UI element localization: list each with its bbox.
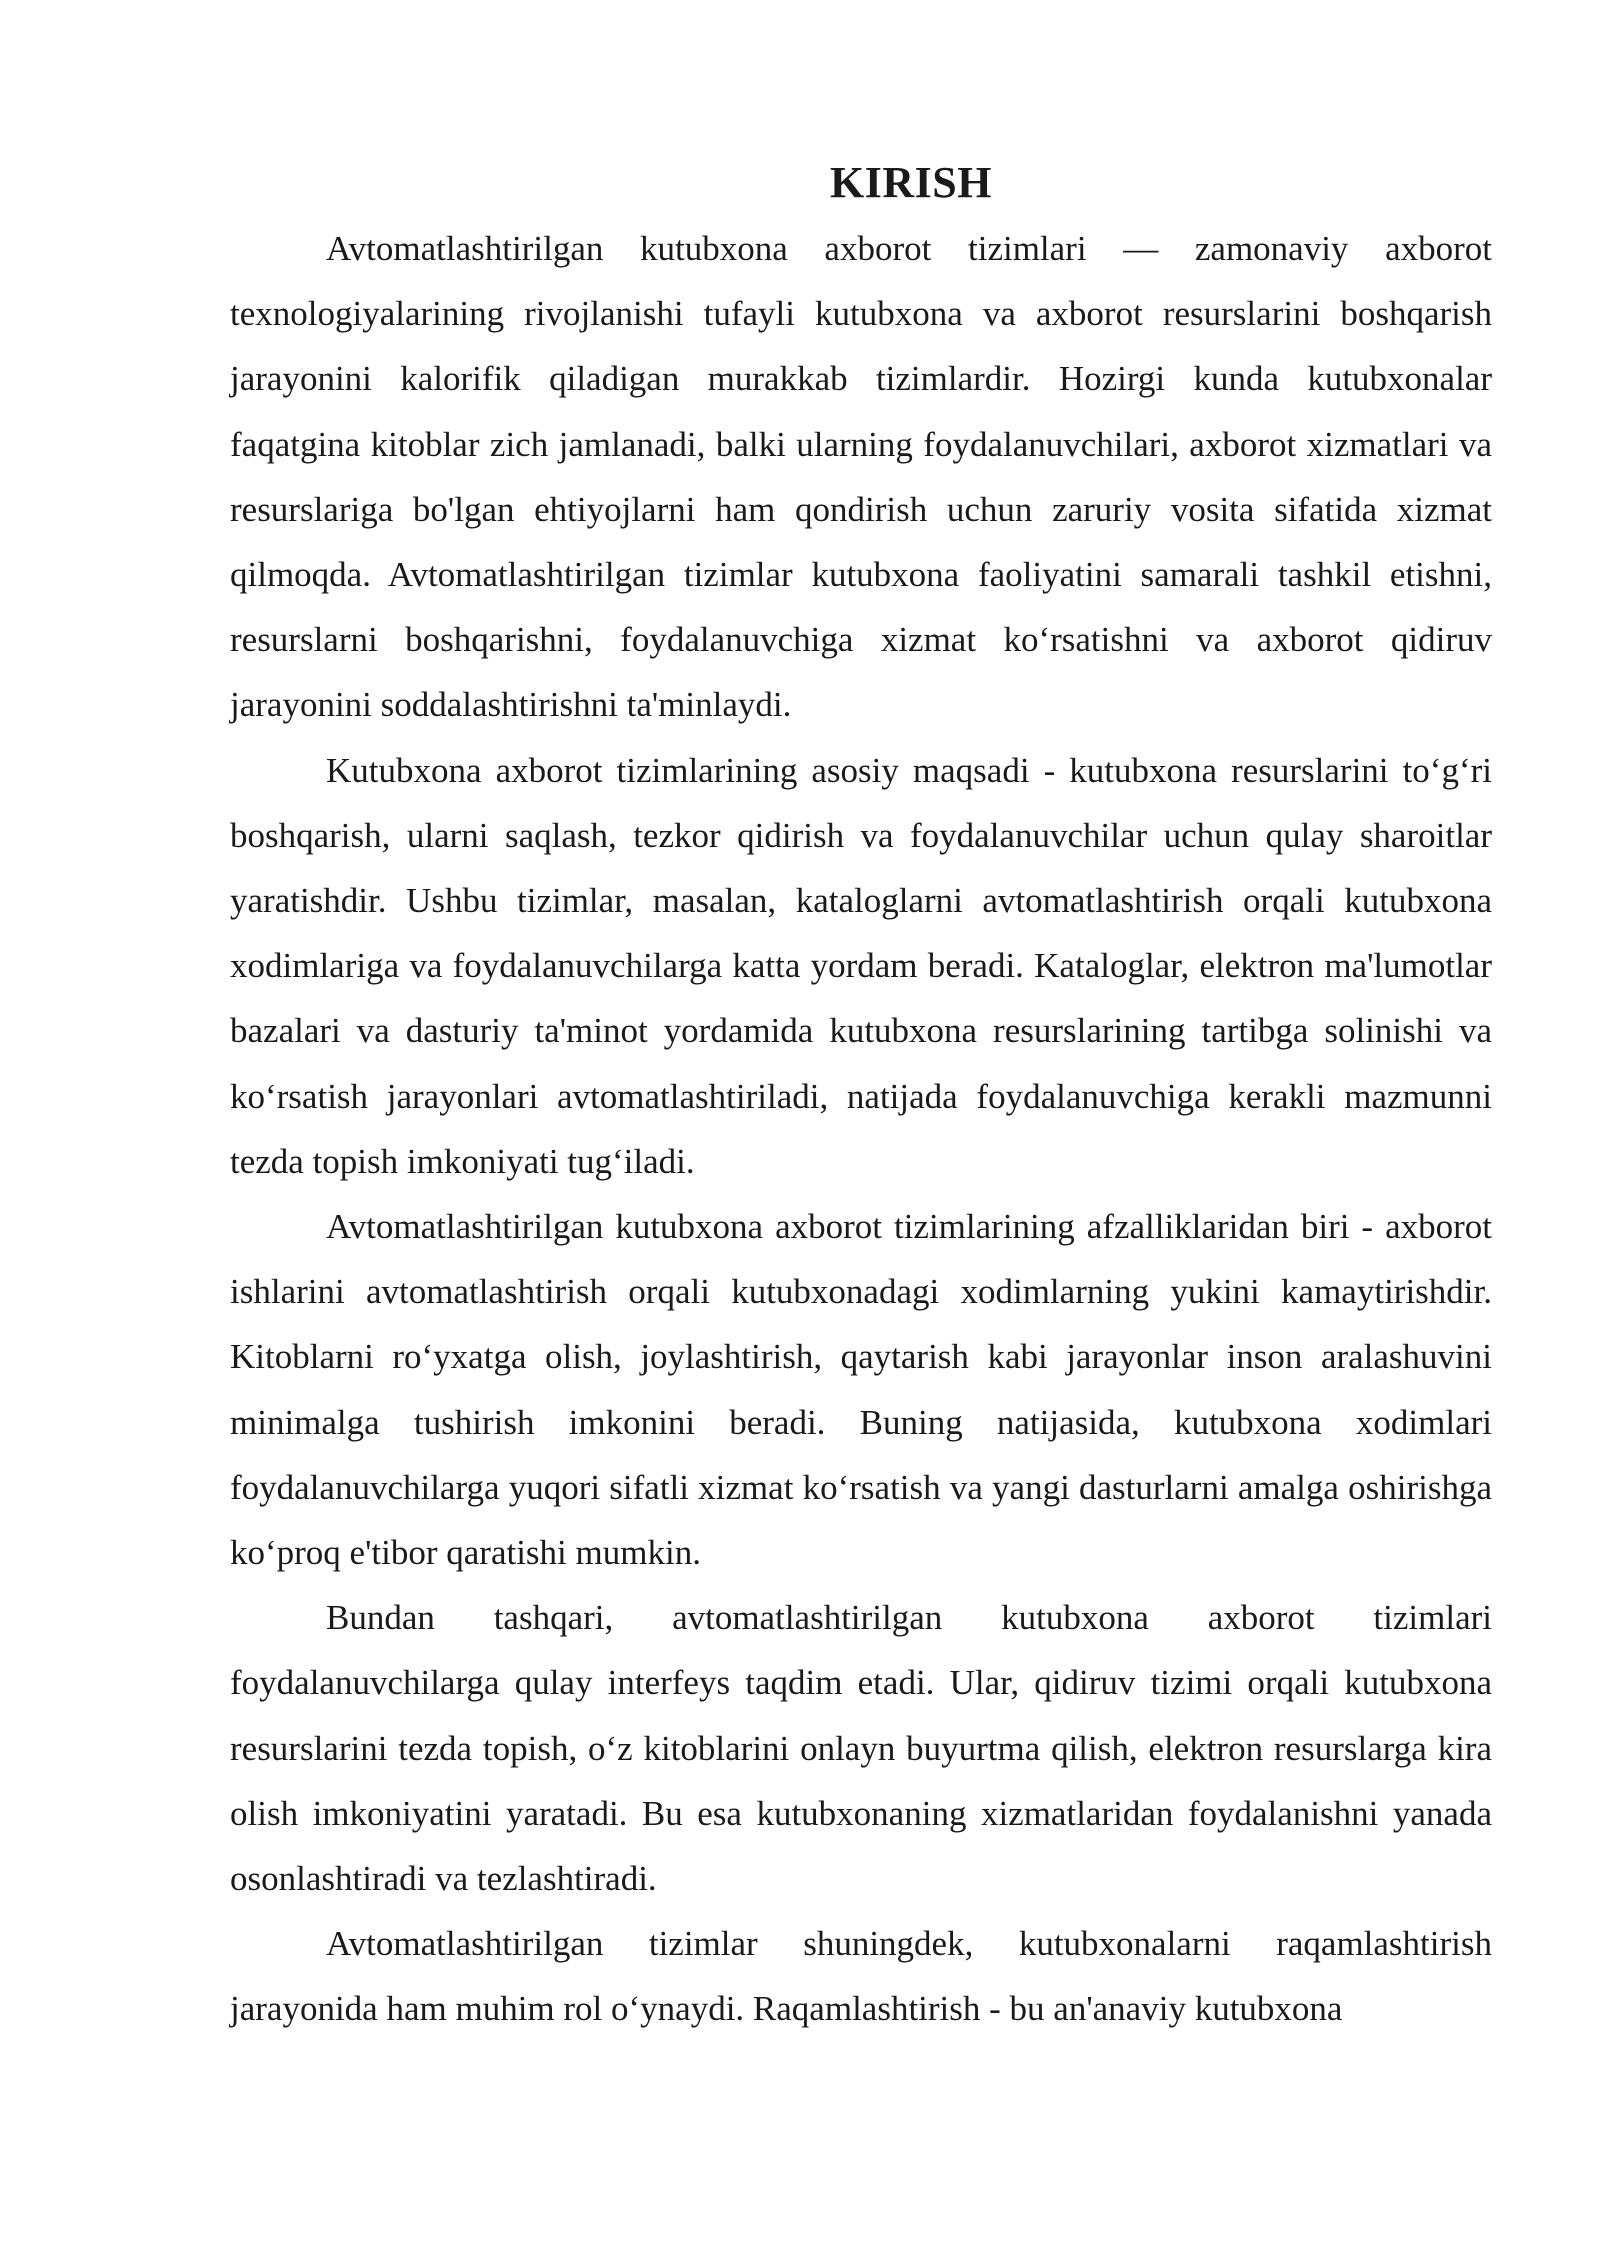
- paragraph-3: Avtomatlashtirilgan kutubxona axborot tizimlarining afzalliklaridan biri - axborot ishlarini avtomatlashtirish orqali kutubxonadagi xodimlarning yukini kamaytirishdir. Kitoblarni ro‘yxatga olish, joylashtirish, qaytarish kabi jarayonlar inson aralashuvini minimalga tushirish imkonini beradi. Buning natijasida, kutubxona xodimlari foydalanuvchilarga yuqori sifatli xizmat ko‘rsatish va yangi dasturlarni amalga oshirishga ko‘proq e'tibor qaratishi mumkin.: [230, 1207, 1492, 1573]
- document-body: [230, 150, 1492, 2042]
- paragraph-1: Avtomatlashtirilgan kutubxona axborot tizimlari — zamonaviy axborot texnologiyalarining rivojlanishi tufayli kutubxona va axborot resurslarini boshqarish jarayonini kalorifik qiladigan murakkab tizimlardir. Hozirgi kunda kutubxonalar faqatgina kitoblar zich jamlanadi, balki ularning foydalanuvchilari, axborot xizmatlari va resurslariga bo'lgan ehtiyojlarni ham qondirish uchun zaruriy vosita sifatida xizmat qilmoqda. Avtomatlashtirilgan tizimlar kutubxona faoliyatini samarali tashkil etishni, resurslarni boshqarishni, foydalanuvchiga xizmat ko‘rsatishni va axborot qidiruv jarayonini soddalashtirishni ta'minlaydi.: [230, 229, 1492, 725]
- paragraph-5: Avtomatlashtirilgan tizimlar shuningdek, kutubxonalarni raqamlashtirish jarayonida ham muhim rol o‘ynaydi. Raqamlashtirish - bu an'anaviy kutubxona: [230, 1924, 1492, 2029]
- paragraph-4: Bundan tashqari, avtomatlashtirilgan kutubxona axborot tizimlari foydalanuvchilarga qulay interfeys taqdim etadi. Ular, qidiruv tizimi orqali kutubxona resurslarini tezda topish, o‘z kitoblarini onlayn buyurtma qilish, elektron resurslarga kira olish imkoniyatini yaratadi. Bu esa kutubxonaning xizmatlaridan foydalanishni yanada osonlashtiradi va tezlashtiradi.: [230, 1598, 1492, 1899]
- page-title: KIRISH: [830, 158, 992, 207]
- paragraph-2: Kutubxona axborot tizimlarining asosiy maqsadi - kutubxona resurslarini to‘g‘ri boshqarish, ularni saqlash, tezkor qidirish va foydalanuvchilar uchun qulay sharoitlar yaratishdir. Ushbu tizimlar, masalan, kataloglarni avtomatlashtirish orqali kutubxona xodimlariga va foydalanuvchilarga katta yordam beradi. Kataloglar, elektron ma'lumotlar bazalari va dasturiy ta'minot yordamida kutubxona resurslarining tartibga solinishi va ko‘rsatish jarayonlari avtomatlashtiriladi, natijada foydalanuvchiga kerakli mazmunni tezda topish imkoniyati tug‘iladi.: [230, 750, 1492, 1181]
